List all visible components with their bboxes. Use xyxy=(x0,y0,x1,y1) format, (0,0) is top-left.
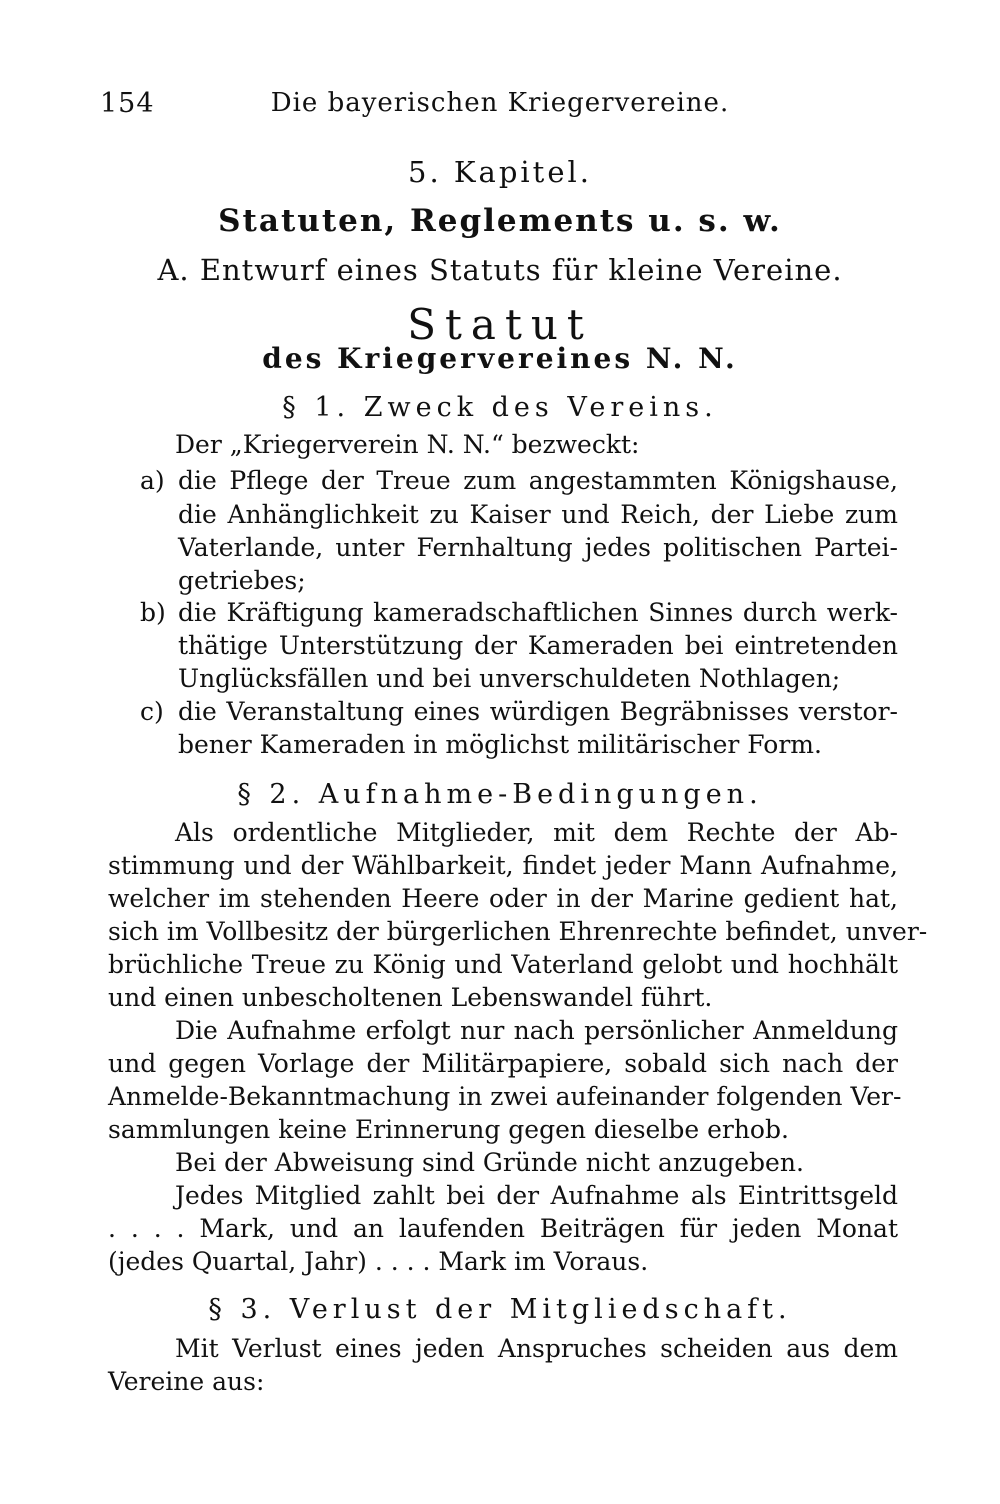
item-c-line: bener Kameraden in möglichst militärischer Form. xyxy=(178,730,822,759)
item-a-line: getriebes; xyxy=(178,566,306,595)
item-b-line: Unglücksfällen und bei unverschuldeten Nothlagen; xyxy=(178,664,841,693)
item-b-line: die Kräftigung kameradschaftlichen Sinnes durch werk- xyxy=(178,598,898,627)
paragraph2-line: . . . . Mark, und an laufenden Beiträgen für jeden Monat xyxy=(108,1214,898,1243)
statute-subtitle: des Kriegervereines N. N. xyxy=(262,342,738,375)
page-number: 154 xyxy=(100,88,155,119)
paragraph2-line: stimmung und der Wählbarkeit, findet jeder Mann Aufnahme, xyxy=(108,851,898,880)
paragraph2-line: welcher im stehenden Heere oder in der Marine gedient hat, xyxy=(108,884,898,913)
item-label-c: c) xyxy=(140,697,164,726)
paragraph2-line: brüchliche Treue zu König und Vaterland gelobt und hochhält xyxy=(108,950,898,979)
statute-title: Statut xyxy=(407,300,593,349)
paragraph2-heading: § 2. Aufnahme-Bedingungen. xyxy=(237,779,763,810)
item-c-line: die Veranstaltung eines würdigen Begräbnisses verstor- xyxy=(178,697,898,726)
item-a-line: die Anhänglichkeit zu Kaiser und Reich, der Liebe zum xyxy=(178,500,898,529)
item-a-line: Vaterlande, unter Fernhaltung jedes politischen Partei- xyxy=(178,533,898,562)
chapter-title: Statuten, Reglements u. s. w. xyxy=(218,203,782,239)
section-heading: A. Entwurf eines Statuts für kleine Vereine. xyxy=(157,253,843,287)
paragraph2-line: sich im Vollbesitz der bürgerlichen Ehrenrechte befindet, unver- xyxy=(108,917,928,946)
item-label-b: b) xyxy=(140,598,166,627)
paragraph3-heading: § 3. Verlust der Mitgliedschaft. xyxy=(208,1294,792,1325)
paragraph2-line: Bei der Abweisung sind Gründe nicht anzugeben. xyxy=(175,1148,804,1177)
paragraph2-line: Die Aufnahme erfolgt nur nach persönlicher Anmeldung xyxy=(175,1016,898,1045)
paragraph2-line: Als ordentliche Mitglieder, mit dem Rechte der Ab- xyxy=(175,818,898,847)
running-title: Die bayerischen Kriegervereine. xyxy=(270,88,730,118)
paragraph3-line: Vereine aus: xyxy=(108,1367,265,1396)
paragraph2-line: Anmelde-Bekanntmachung in zwei aufeinander folgenden Ver- xyxy=(108,1082,902,1111)
paragraph2-line: (jedes Quartal, Jahr) . . . . Mark im Voraus. xyxy=(108,1247,649,1276)
item-label-a: a) xyxy=(140,466,165,495)
paragraph2-line: und gegen Vorlage der Militärpapiere, sobald sich nach der xyxy=(108,1049,898,1078)
chapter-number: 5. Kapitel. xyxy=(408,155,592,189)
paragraph2-line: Jedes Mitglied zahlt bei der Aufnahme als Eintrittsgeld xyxy=(175,1181,898,1210)
paragraph2-line: sammlungen keine Erinnerung gegen dieselbe erhob. xyxy=(108,1115,789,1144)
paragraph1-intro: Der „Kriegerverein N. N.“ bezweckt: xyxy=(175,430,640,459)
paragraph3-line: Mit Verlust eines jeden Anspruches scheiden aus dem xyxy=(175,1334,898,1363)
paragraph2-line: und einen unbescholtenen Lebenswandel führt. xyxy=(108,983,713,1012)
item-a-line: die Pflege der Treue zum angestammten Königshause, xyxy=(178,466,898,495)
paragraph1-heading: § 1. Zweck des Vereins. xyxy=(282,392,718,423)
item-b-line: thätige Unterstützung der Kameraden bei eintretenden xyxy=(178,631,898,660)
